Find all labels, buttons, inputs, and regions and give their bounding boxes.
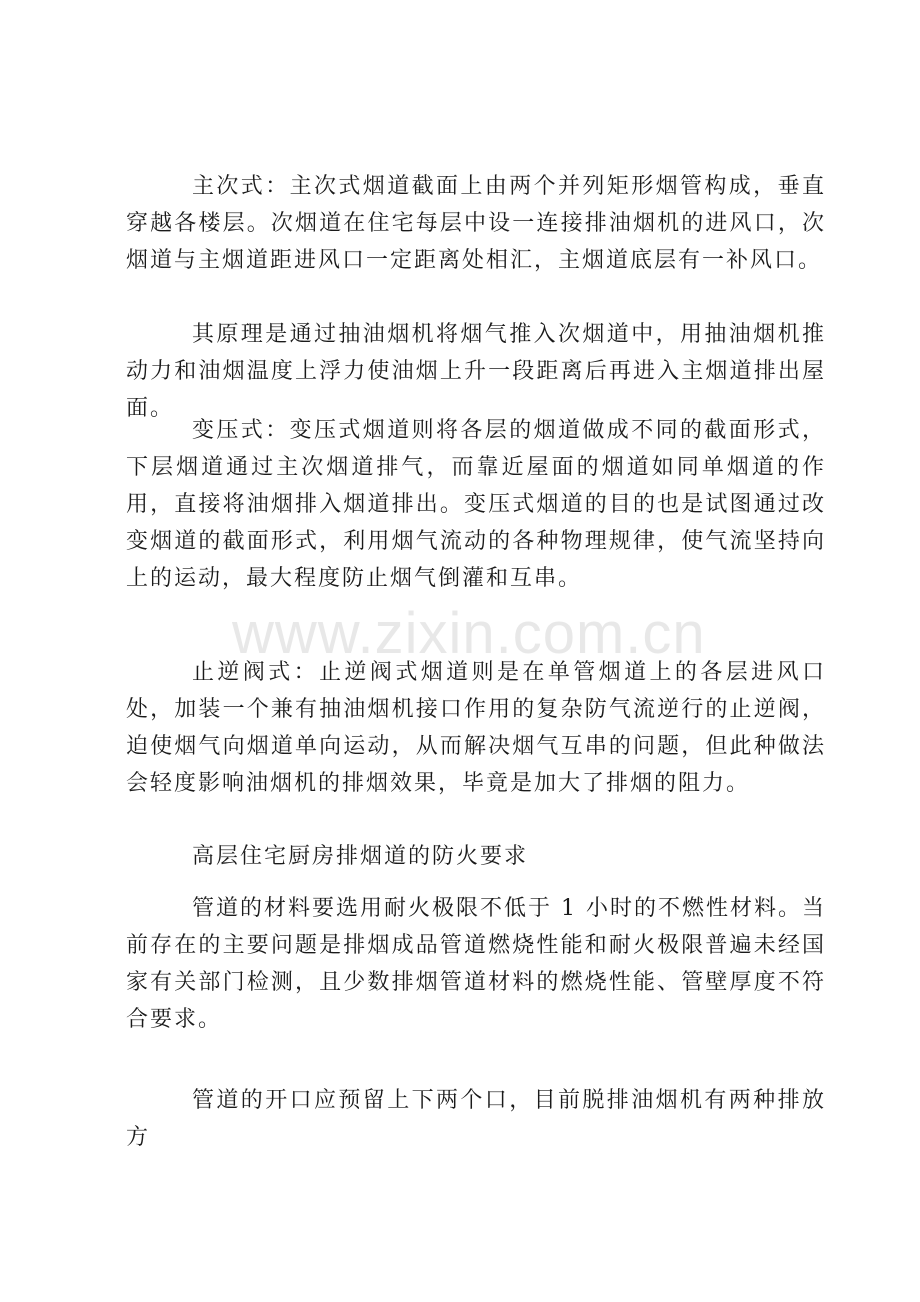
paragraph-principle: 其原理是通过抽油烟机将烟气推入次烟道中，用抽油烟机推动力和油烟温度上浮力使油烟上升一段距离后再进入主烟道排出屋面。 (126, 322, 826, 421)
paragraph-pipe-opening: 管道的开口应预留上下两个口，目前脱排油烟机有两种排放方 (126, 1088, 826, 1150)
paragraph-check-valve-type: 止逆阀式：止逆阀式烟道则是在单管烟道上的各层进风口处，加装一个兼有抽油烟机接口作用的复杂防气流逆行的止逆阀，迫使烟气向烟道单向运动，从而解决烟气互串的问题，但此种做法会轻度影响油烟机的排烟效果，毕竟是加大了排烟的阻力。 (126, 660, 826, 796)
paragraph-main-secondary-type: 主次式：主次式烟道截面上由两个并列矩形烟管构成，垂直穿越各楼层。次烟道在住宅每层中设一连接排油烟机的进风口，次烟道与主烟道距进风口一定距离处相汇，主烟道底层有一补风口。 (126, 174, 826, 273)
watermark: www.zixin.com.cn (232, 601, 706, 666)
paragraph-variable-pressure-type: 变压式：变压式烟道则将各层的烟道做成不同的截面形式，下层烟道通过主次烟道排气，而靠近屋面的烟道如同单烟道的作用，直接将油烟排入烟道排出。变压式烟道的目的也是试图通过改变烟道的截面形式，利用烟气流动的各种物理规律，使气流坚持向上的运动，最大程度防止烟气倒灌和互串。 (126, 418, 826, 591)
paragraph-pipe-material: 管道的材料要选用耐火极限不低于 1 小时的不燃性材料。当前存在的主要问题是排烟成品管道燃烧性能和耐火极限普遍未经国家有关部门检测，且少数排烟管道材料的燃烧性能、管壁厚度不符合要求。 (126, 896, 826, 1032)
section-heading-fire-requirements: 高层住宅厨房排烟道的防火要求 (192, 844, 529, 869)
